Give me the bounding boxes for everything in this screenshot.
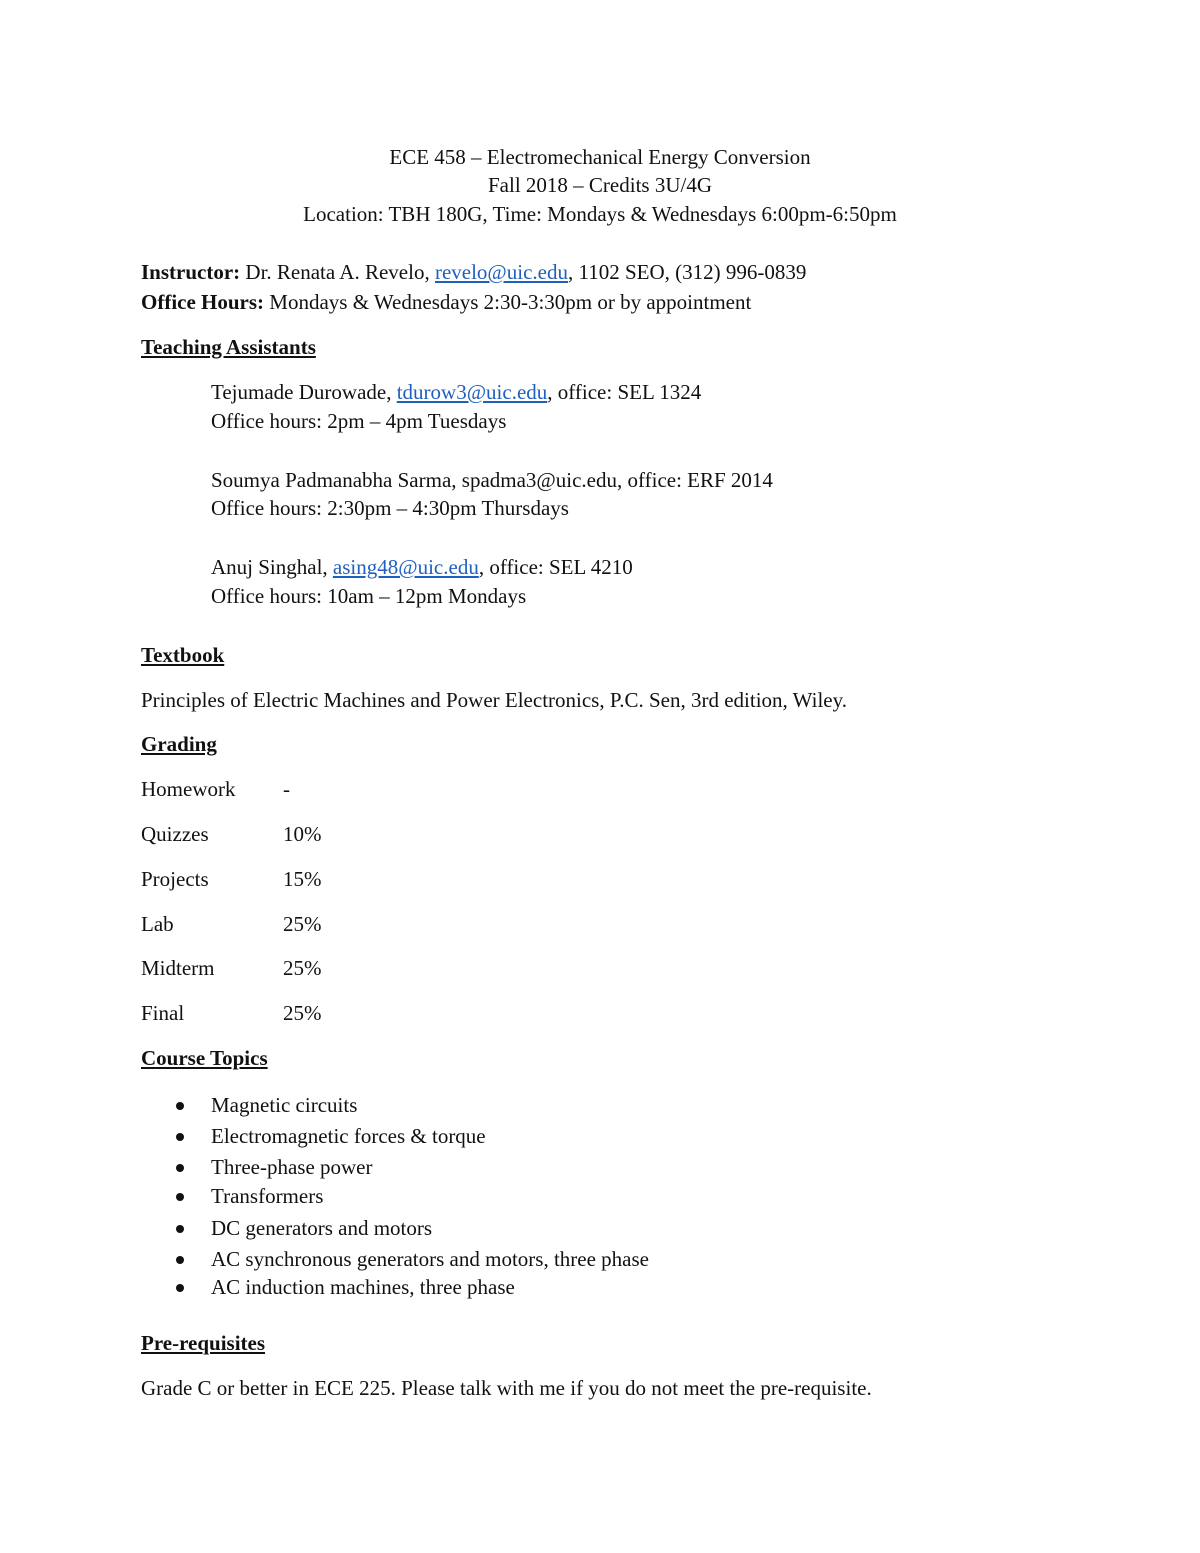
grading-item-value: 25% bbox=[283, 1001, 322, 1025]
topics-heading: Course Topics bbox=[141, 1046, 268, 1070]
grading-item-value: 15% bbox=[283, 867, 322, 891]
bullet-icon bbox=[176, 1133, 184, 1141]
topic-item: Transformers bbox=[211, 1184, 324, 1208]
office-hours-value: Mondays & Wednesdays 2:30-3:30pm or by appointment bbox=[264, 290, 752, 314]
grading-item-name: Lab bbox=[141, 912, 174, 936]
office-hours-line bbox=[141, 290, 751, 314]
ta-3-contact bbox=[211, 555, 633, 579]
instructor-line bbox=[141, 260, 806, 284]
ta-1-office: , office: SEL 1324 bbox=[547, 380, 702, 404]
grading-item-name: Final bbox=[141, 1001, 185, 1025]
ta-3-office: , office: SEL 4210 bbox=[478, 555, 633, 579]
topic-item: Magnetic circuits bbox=[211, 1093, 358, 1117]
ta-2-hours: Office hours: 2:30pm – 4:30pm Thursdays bbox=[211, 496, 569, 520]
course-term: Fall 2018 – Credits 3U/4G bbox=[488, 173, 712, 197]
ta-2-contact bbox=[211, 468, 773, 492]
grading-row bbox=[0, 867, 600, 891]
ta-1-name: Tejumade Durowade, bbox=[211, 380, 397, 404]
ta-3-hours: Office hours: 10am – 12pm Mondays bbox=[211, 584, 527, 608]
ta-2-name: Soumya Padmanabha Sarma, spadma3@uic.edu bbox=[211, 468, 617, 492]
ta-2-office: , office: ERF 2014 bbox=[617, 468, 773, 492]
prereq-text: Grade C or better in ECE 225. Please talk with me if you do not meet the pre-requisite. bbox=[141, 1376, 872, 1400]
grading-item-name: Projects bbox=[141, 867, 209, 891]
grading-row bbox=[0, 777, 600, 801]
prereq-heading: Pre-requisites bbox=[141, 1331, 266, 1355]
bullet-icon bbox=[176, 1256, 184, 1264]
course-title: ECE 458 – Electromechanical Energy Conversion bbox=[389, 145, 811, 169]
grading-item-name: Quizzes bbox=[141, 822, 209, 846]
instructor-label: Instructor: bbox=[141, 260, 241, 284]
instructor-office: , 1102 SEO, (312) 996-0839 bbox=[568, 260, 807, 284]
grading-row bbox=[0, 956, 600, 980]
instructor-name: Dr. Renata A. Revelo, bbox=[240, 260, 435, 284]
grading-row bbox=[0, 912, 600, 936]
grading-row bbox=[0, 1001, 600, 1025]
topic-item: AC synchronous generators and motors, three phase bbox=[211, 1247, 649, 1271]
ta-1-email-link[interactable]: tdurow3@uic.edu bbox=[396, 380, 548, 404]
grading-item-value: 10% bbox=[283, 822, 322, 846]
grading-item-value: 25% bbox=[283, 956, 322, 980]
ta-1-contact bbox=[211, 380, 701, 404]
textbook-heading: Textbook bbox=[141, 643, 225, 667]
topic-item: Three-phase power bbox=[211, 1155, 373, 1179]
grading-item-value: - bbox=[283, 777, 290, 801]
grading-item-value: 25% bbox=[283, 912, 322, 936]
bullet-icon bbox=[176, 1284, 184, 1292]
bullet-icon bbox=[176, 1225, 184, 1233]
ta-3-name: Anuj Singhal, bbox=[211, 555, 333, 579]
topic-item: AC induction machines, three phase bbox=[211, 1275, 515, 1299]
bullet-icon bbox=[176, 1164, 184, 1172]
grading-row bbox=[0, 822, 600, 846]
office-hours-label: Office Hours: bbox=[141, 290, 265, 314]
topic-item: Electromagnetic forces & torque bbox=[211, 1124, 486, 1148]
instructor-email-link[interactable]: revelo@uic.edu bbox=[434, 260, 568, 284]
bullet-icon bbox=[176, 1193, 184, 1201]
grading-heading: Grading bbox=[141, 732, 217, 756]
grading-item-name: Midterm bbox=[141, 956, 215, 980]
ta-3-email-link[interactable]: asing48@uic.edu bbox=[332, 555, 479, 579]
ta-1-hours: Office hours: 2pm – 4pm Tuesdays bbox=[211, 409, 507, 433]
course-location: Location: TBH 180G, Time: Mondays & Wednesdays 6:00pm-6:50pm bbox=[303, 202, 897, 226]
topic-item: DC generators and motors bbox=[211, 1216, 433, 1240]
bullet-icon bbox=[176, 1102, 184, 1110]
ta-heading: Teaching Assistants bbox=[141, 335, 316, 359]
textbook-text: Principles of Electric Machines and Power Electronics, P.C. Sen, 3rd edition, Wiley. bbox=[141, 688, 848, 712]
grading-item-name: Homework bbox=[141, 777, 236, 801]
